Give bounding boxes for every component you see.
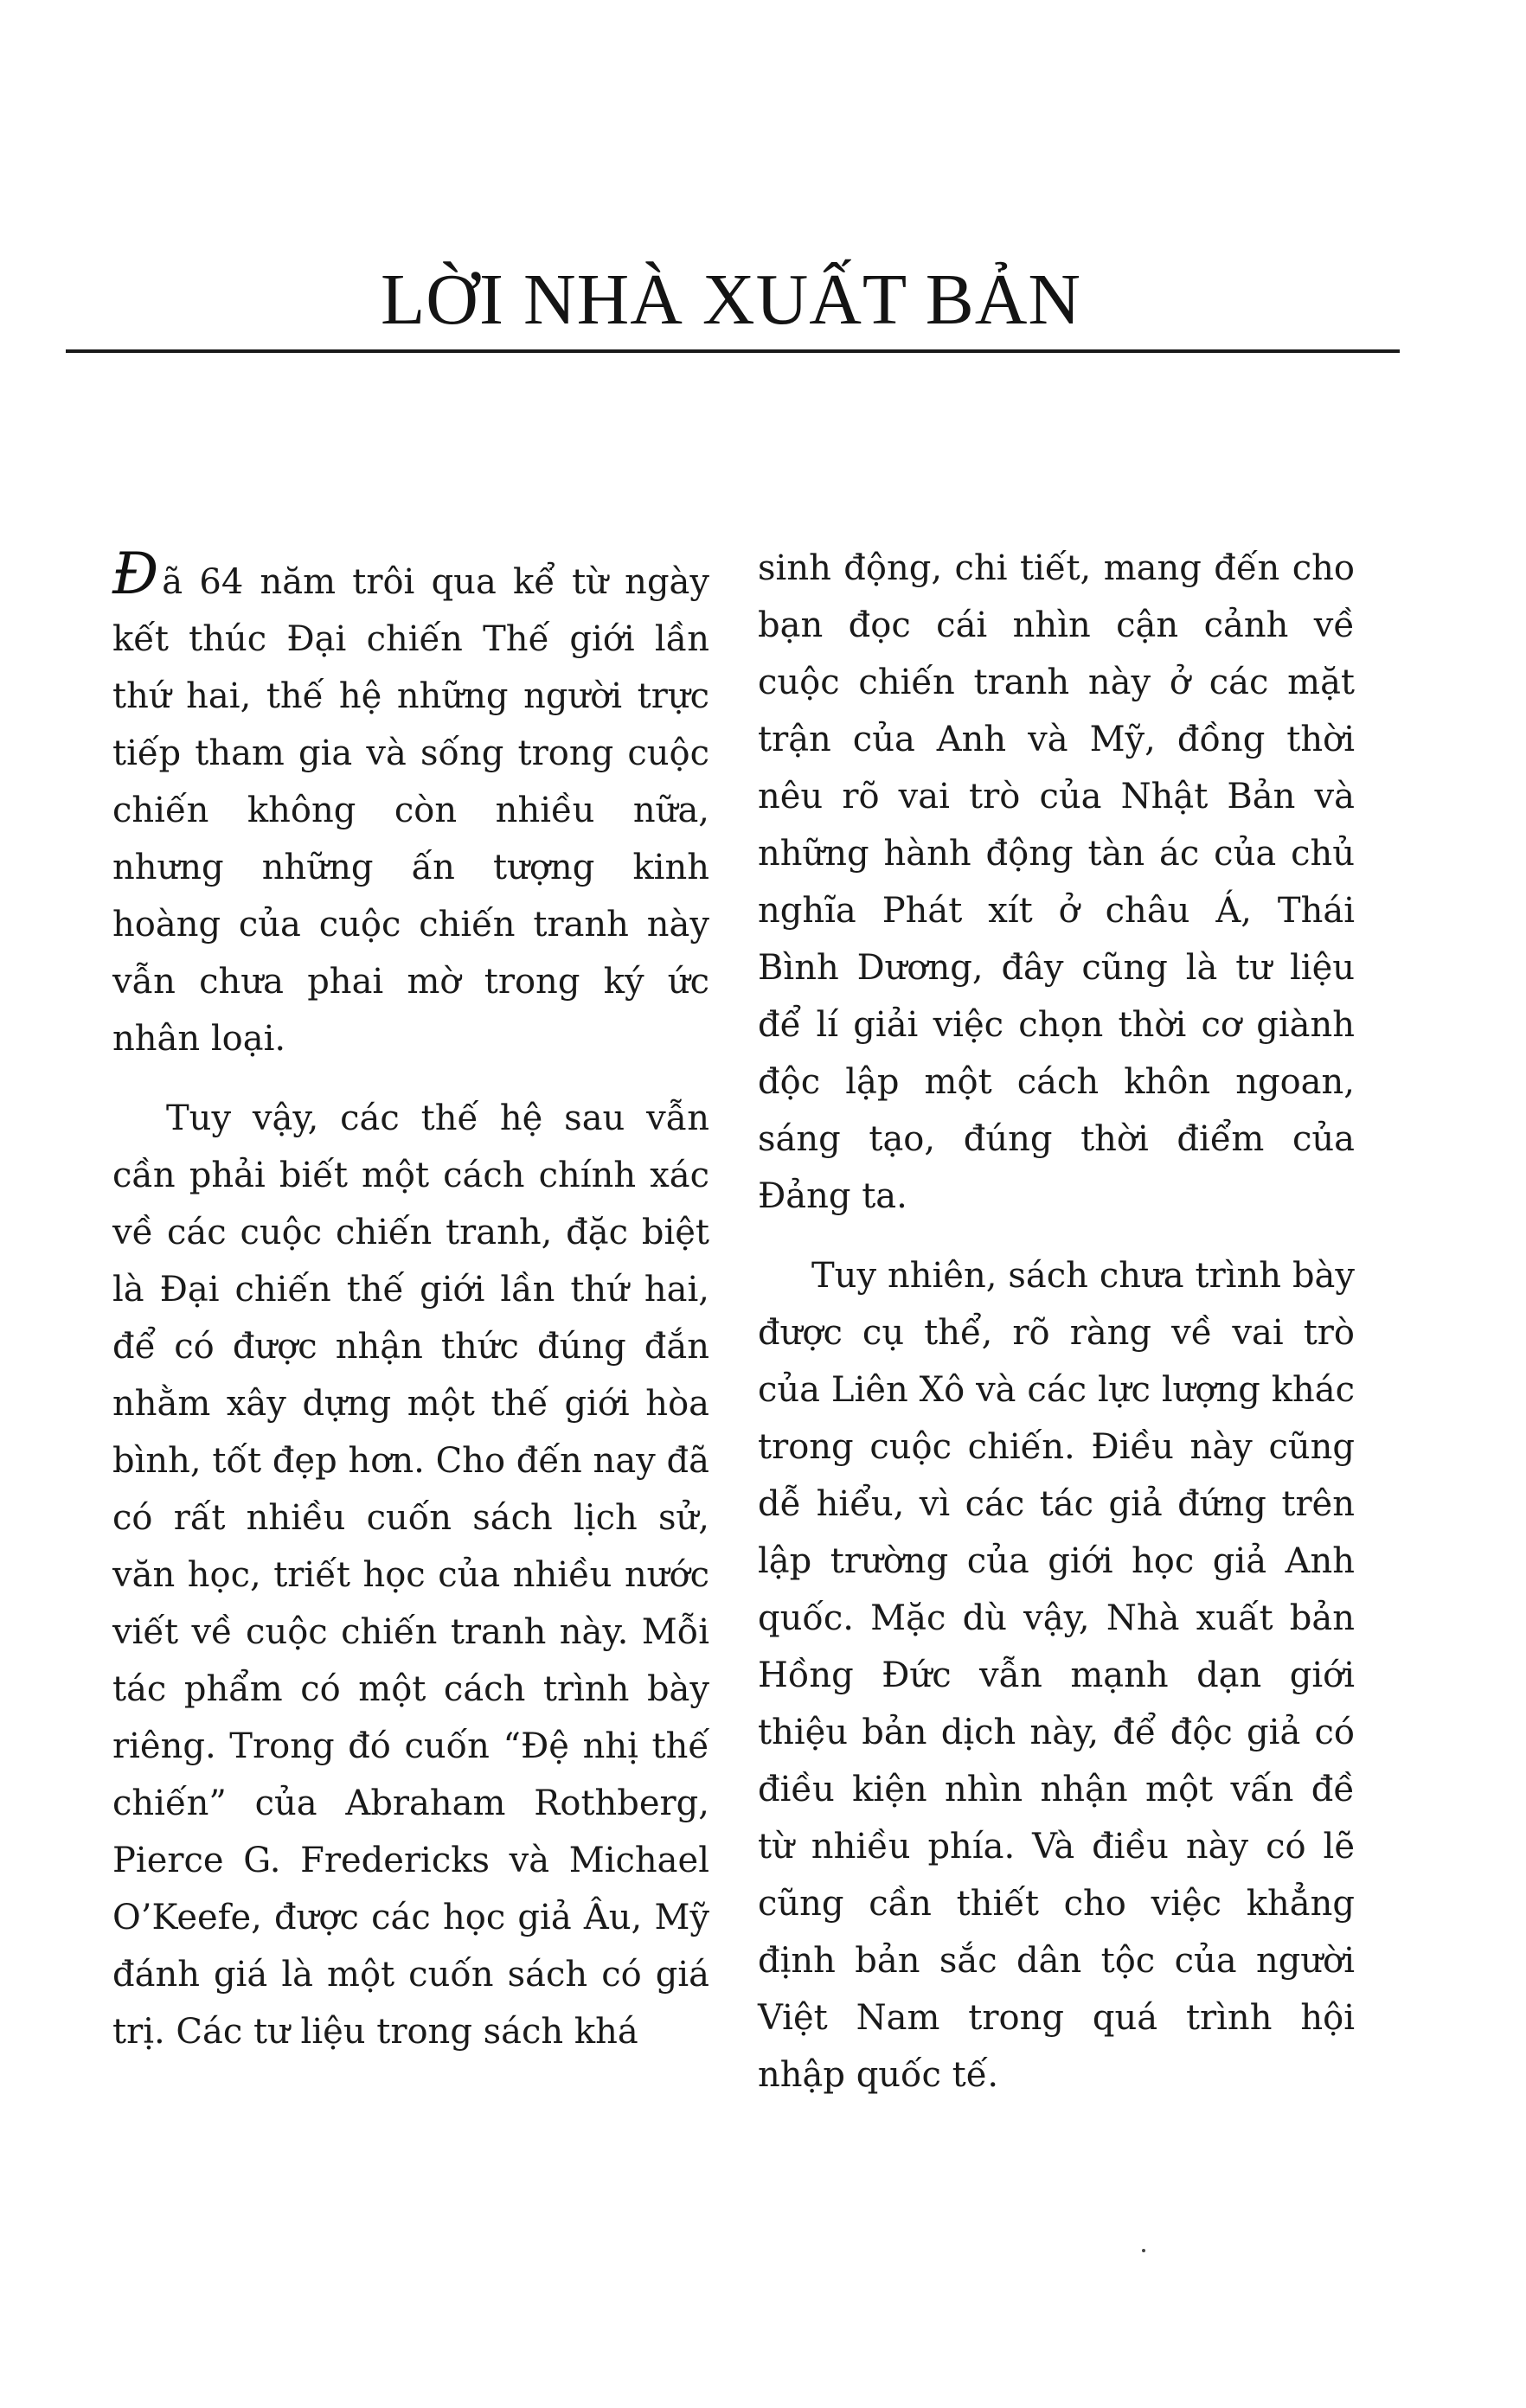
drop-cap: Đ — [112, 541, 159, 607]
paragraph-3: Tuy nhiên, sách chưa trình bày được cụ thể, rõ ràng về vai trò của Liên Xô và các lực lượng khác trong cuộc chiến. Điều này cũng dễ hiểu, vì các tác giả đứng trên lập trường của giới học giả Anh quốc. Mặc dù vậy, Nhà xuất bản Hồng Đức vẫn mạnh dạn giới thiệu bản dịch này, để độc giả có điều kiện nhìn nhận một vấn đề từ nhiều phía. Và điều này có lẽ cũng cần thiết cho việc khẳng định bản sắc dân tộc của người Việt Nam trong quá trình hội nhập quốc tế. — [758, 1256, 1355, 2095]
paragraph-intro-text: ã 64 năm trôi qua kể từ ngày kết thúc Đại chiến Thế giới lần thứ hai, thế hệ những người trực tiếp tham gia và sống trong cuộc chiến không còn nhiều nữa, nhưng những ấn tượng kinh hoàng của cuộc chiến tranh này vẫn chưa phai mờ trong ký ức nhân loại. — [112, 562, 709, 1059]
title-underline — [66, 349, 1400, 353]
left-column — [112, 541, 709, 2083]
page-title: LỜI NHÀ XUẤT BẢN — [381, 259, 1082, 340]
print-speck — [1142, 2249, 1145, 2252]
paragraph-2-continued: sinh động, chi tiết, mang đến cho bạn đọc cái nhìn cận cảnh về cuộc chiến tranh này ở các mặt trận của Anh và Mỹ, đồng thời nêu rõ vai trò của Nhật Bản và những hành động tàn ác của chủ nghĩa Phát xít ở châu Á, Thái Bình Dương, đây cũng là tư liệu để lí giải việc chọn thời cơ giành độc lập một cách khôn ngoan, sáng tạo, đúng thời điểm của Đảng ta. — [758, 548, 1355, 1216]
right-column — [758, 540, 1355, 2126]
paragraph-intro — [112, 541, 709, 1067]
paragraph-2: Tuy vậy, các thế hệ sau vẫn cần phải biết một cách chính xác về các cuộc chiến tranh, đặc biệt là Đại chiến thế giới lần thứ hai, để có được nhận thức đúng đắn nhằm xây dựng một thế giới hòa bình, tốt đẹp hơn. Cho đến nay đã có rất nhiều cuốn sách lịch sử, văn học, triết học của nhiều nước viết về cuộc chiến tranh này. Mỗi tác phẩm có một cách trình bày riêng. Trong đó cuốn “Đệ nhị thế chiến” của Abraham Rothberg, Pierce G. Fredericks và Michael O’Keefe, được các học giả Âu, Mỹ đánh giá là một cuốn sách có giá trị. Các tư liệu trong sách khá — [112, 1098, 709, 2052]
